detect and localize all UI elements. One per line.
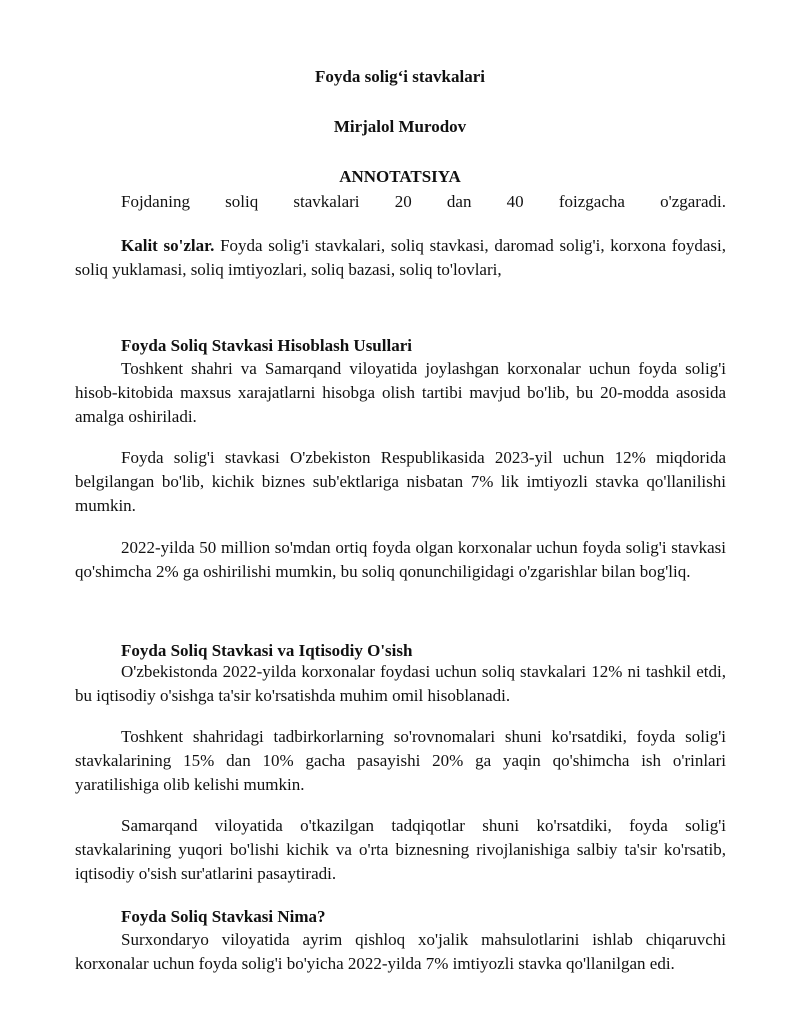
paragraph: Samarqand viloyatida o'tkazilgan tadqiqotlar shuni ko'rsatdiki, foyda solig'i stavkalarining yuqori bo'lishi kichik va o'rta biznesning rivojlanishiga salbiy ta'sir ko'rsatib, iqtisodiy o'sish sur'atlarini pasaytiradi. bbox=[75, 816, 726, 883]
document-title: Foyda solig‘i stavkalari bbox=[314, 67, 485, 86]
paragraph: 2022-yilda 50 million so'mdan ortiq foyda olgan korxonalar uchun foyda solig'i stavkasi qo'shimcha 2% ga oshirilishi mumkin, bu soliq qonunchiligidagi o'zgarishlar bilan bog'liq. bbox=[75, 538, 726, 581]
annotation-text bbox=[121, 192, 726, 212]
section-heading: Foyda Soliq Stavkasi Hisoblash Usullari bbox=[121, 336, 412, 355]
paragraph: O'zbekistonda 2022-yilda korxonalar foydasi uchun soliq stavkalari 12% ni tashkil etdi, bu iqtisodiy o'sishga ta'sir ko'rsatishda muhim omil hisoblanadi. bbox=[75, 662, 726, 705]
annotation-word: stavkalari bbox=[293, 192, 360, 211]
annotation-heading: ANNOTATSIYA bbox=[339, 167, 461, 186]
keywords-paragraph bbox=[75, 234, 726, 282]
annotation-word: soliq bbox=[225, 192, 259, 211]
keywords-text: Foyda solig'i stavkalari, soliq stavkasi, daromad solig'i, korxona foydasi, soliq yuklamasi, soliq imtiyozlari, soliq bazasi, soliq to'lovlari, bbox=[75, 236, 726, 279]
annotation-word: Fojdaning bbox=[121, 192, 190, 211]
annotation-word: dan bbox=[446, 192, 472, 211]
paragraph: Toshkent shahridagi tadbirkorlarning so'rovnomalari shuni ko'rsatdiki, foyda solig'i stavkalarining 15% dan 10% gacha pasayishi 20% ga yaqin qo'shimcha ish o'rinlari yaratilishiga olib kelishi mumkin. bbox=[75, 727, 726, 794]
annotation-word: 20 bbox=[394, 192, 412, 211]
paragraph: Toshkent shahri va Samarqand viloyatida joylashgan korxonalar uchun foyda solig'i hisob-kitobida maxsus xarajatlarni hisobga olish tartibi mavjud bo'lib, bu 20-modda asosida amalga oshiriladi. bbox=[75, 359, 726, 426]
annotation-word: o'zgaradi. bbox=[660, 192, 726, 211]
section-heading: Foyda Soliq Stavkasi Nima? bbox=[121, 907, 326, 926]
paragraph: Surxondaryo viloyatida ayrim qishloq xo'jalik mahsulotlarini ishlab chiqaruvchi korxonalar uchun foyda solig'i bo'yicha 2022-yilda 7% imtiyozli stavka qo'llanilgan edi. bbox=[75, 930, 726, 973]
section-heading: Foyda Soliq Stavkasi va Iqtisodiy O'sish bbox=[121, 641, 413, 660]
annotation-word: 40 bbox=[506, 192, 524, 211]
paragraph: Foyda solig'i stavkasi O'zbekiston Respublikasida 2023-yil uchun 12% miqdorida belgilangan bo'lib, kichik biznes sub'ektlariga nisbatan 7% lik imtiyozli stavka qo'llanilishi mumkin. bbox=[75, 448, 726, 515]
keywords-label: Kalit so'zlar. bbox=[121, 236, 215, 255]
author-name: Mirjalol Murodov bbox=[333, 117, 467, 136]
annotation-word: foizgacha bbox=[558, 192, 625, 211]
